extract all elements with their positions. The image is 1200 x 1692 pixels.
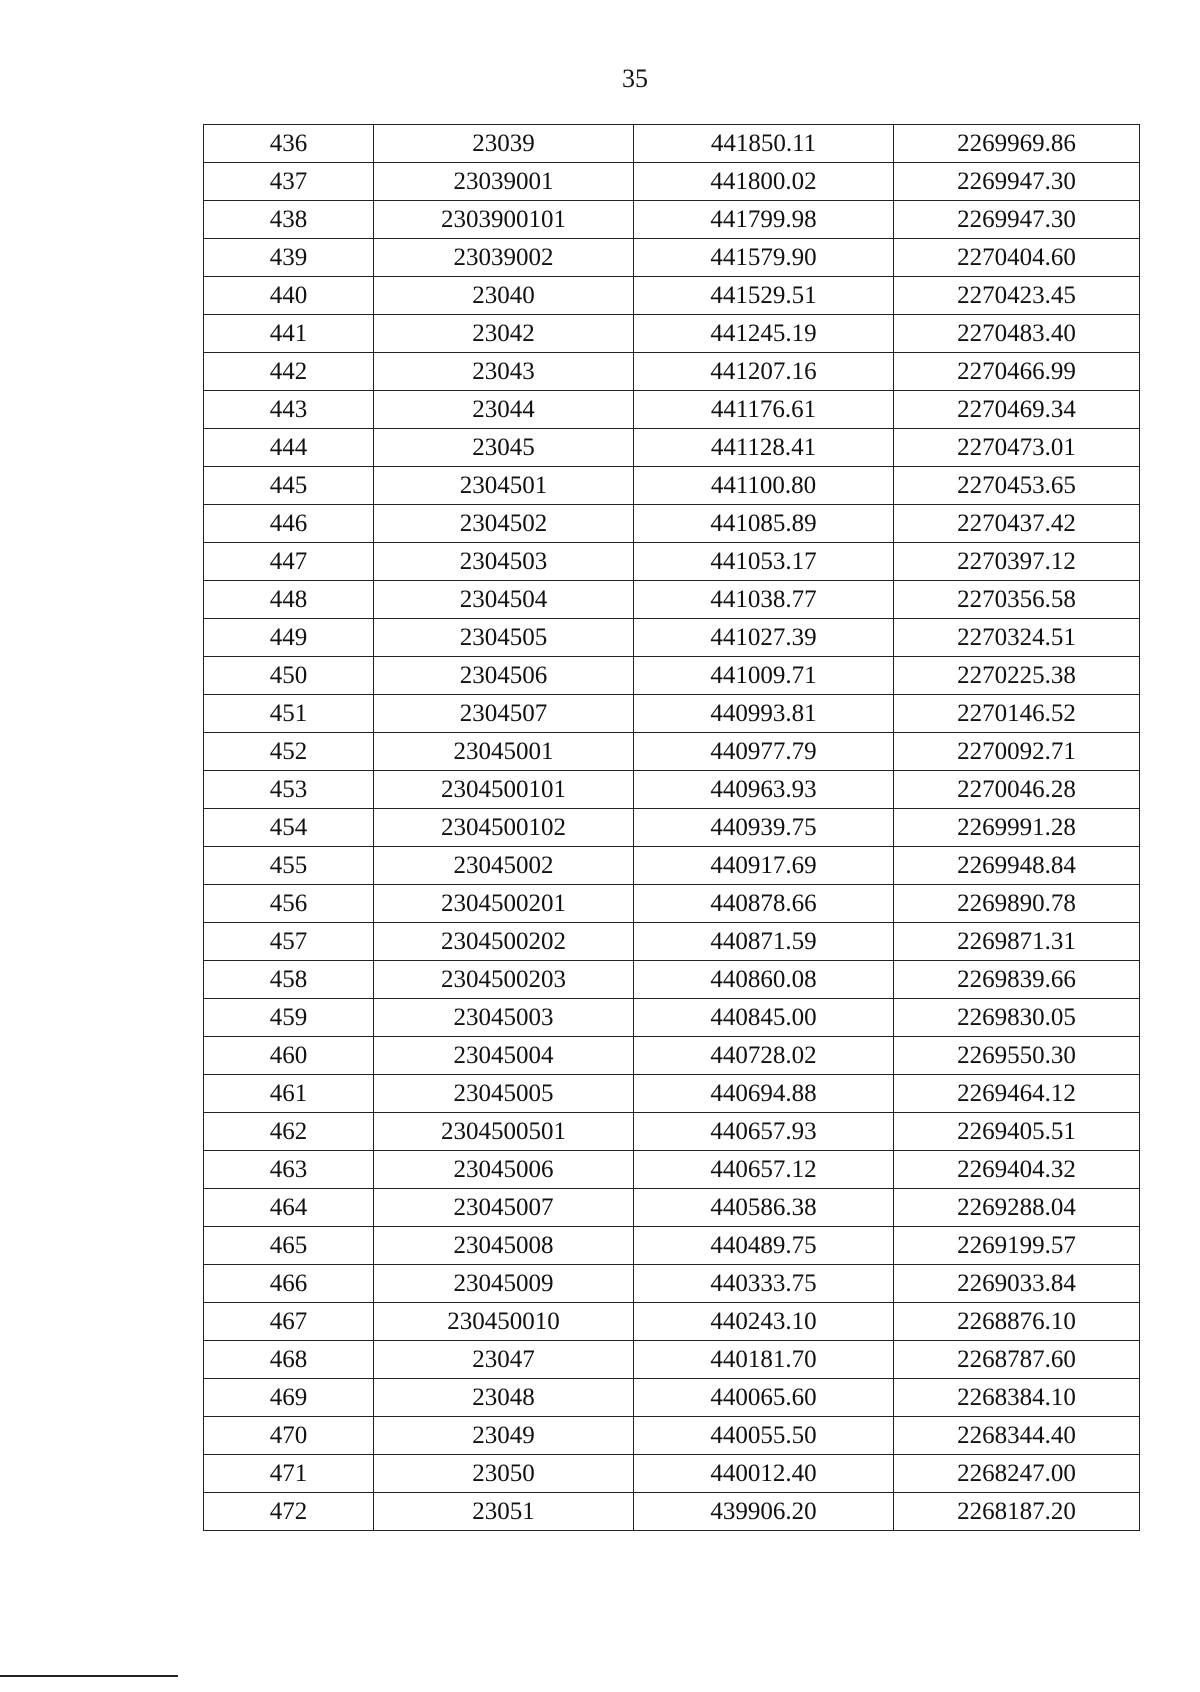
y-coordinate-cell: 2270469.34 xyxy=(894,391,1140,429)
y-coordinate-cell: 2270437.42 xyxy=(894,505,1140,543)
row-number-cell: 451 xyxy=(204,695,374,733)
y-coordinate-cell: 2268187.20 xyxy=(894,1493,1140,1531)
row-number-cell: 457 xyxy=(204,923,374,961)
point-id-cell: 2304505 xyxy=(374,619,634,657)
table-row xyxy=(204,543,1140,581)
point-id-cell: 23039002 xyxy=(374,239,634,277)
y-coordinate-cell: 2270473.01 xyxy=(894,429,1140,467)
x-coordinate-cell: 440993.81 xyxy=(634,695,894,733)
table-row xyxy=(204,315,1140,353)
point-id-cell: 2304504 xyxy=(374,581,634,619)
x-coordinate-cell: 440657.93 xyxy=(634,1113,894,1151)
y-coordinate-cell: 2268344.40 xyxy=(894,1417,1140,1455)
row-number-cell: 439 xyxy=(204,239,374,277)
row-number-cell: 462 xyxy=(204,1113,374,1151)
x-coordinate-cell: 440878.66 xyxy=(634,885,894,923)
row-number-cell: 443 xyxy=(204,391,374,429)
x-coordinate-cell: 441799.98 xyxy=(634,201,894,239)
x-coordinate-cell: 441529.51 xyxy=(634,277,894,315)
y-coordinate-cell: 2269550.30 xyxy=(894,1037,1140,1075)
point-id-cell: 23049 xyxy=(374,1417,634,1455)
x-coordinate-cell: 440860.08 xyxy=(634,961,894,999)
table-row xyxy=(204,467,1140,505)
point-id-cell: 23050 xyxy=(374,1455,634,1493)
y-coordinate-cell: 2269948.84 xyxy=(894,847,1140,885)
y-coordinate-cell: 2270046.28 xyxy=(894,771,1140,809)
x-coordinate-cell: 440489.75 xyxy=(634,1227,894,1265)
y-coordinate-cell: 2268876.10 xyxy=(894,1303,1140,1341)
point-id-cell: 23045 xyxy=(374,429,634,467)
y-coordinate-cell: 2270453.65 xyxy=(894,467,1140,505)
row-number-cell: 472 xyxy=(204,1493,374,1531)
y-coordinate-cell: 2270356.58 xyxy=(894,581,1140,619)
y-coordinate-cell: 2269464.12 xyxy=(894,1075,1140,1113)
point-id-cell: 2304500102 xyxy=(374,809,634,847)
table-row xyxy=(204,163,1140,201)
point-id-cell: 23045007 xyxy=(374,1189,634,1227)
x-coordinate-cell: 440977.79 xyxy=(634,733,894,771)
x-coordinate-cell: 440055.50 xyxy=(634,1417,894,1455)
table-row xyxy=(204,1151,1140,1189)
point-id-cell: 23043 xyxy=(374,353,634,391)
point-id-cell: 2304507 xyxy=(374,695,634,733)
x-coordinate-cell: 440939.75 xyxy=(634,809,894,847)
y-coordinate-cell: 2270146.52 xyxy=(894,695,1140,733)
y-coordinate-cell: 2270483.40 xyxy=(894,315,1140,353)
x-coordinate-cell: 441850.11 xyxy=(634,125,894,163)
y-coordinate-cell: 2269288.04 xyxy=(894,1189,1140,1227)
table-row xyxy=(204,429,1140,467)
y-coordinate-cell: 2269199.57 xyxy=(894,1227,1140,1265)
point-id-cell: 23045006 xyxy=(374,1151,634,1189)
y-coordinate-cell: 2270092.71 xyxy=(894,733,1140,771)
x-coordinate-cell: 441579.90 xyxy=(634,239,894,277)
y-coordinate-cell: 2268247.00 xyxy=(894,1455,1140,1493)
y-coordinate-cell: 2270324.51 xyxy=(894,619,1140,657)
point-id-cell: 23045004 xyxy=(374,1037,634,1075)
row-number-cell: 438 xyxy=(204,201,374,239)
table-row xyxy=(204,885,1140,923)
coordinates-table xyxy=(203,124,1140,1531)
x-coordinate-cell: 441027.39 xyxy=(634,619,894,657)
point-id-cell: 2304500202 xyxy=(374,923,634,961)
row-number-cell: 446 xyxy=(204,505,374,543)
table-row xyxy=(204,1493,1140,1531)
table-row xyxy=(204,581,1140,619)
point-id-cell: 2304501 xyxy=(374,467,634,505)
x-coordinate-cell: 440012.40 xyxy=(634,1455,894,1493)
point-id-cell: 23044 xyxy=(374,391,634,429)
point-id-cell: 230450010 xyxy=(374,1303,634,1341)
x-coordinate-cell: 440845.00 xyxy=(634,999,894,1037)
row-number-cell: 456 xyxy=(204,885,374,923)
point-id-cell: 23048 xyxy=(374,1379,634,1417)
y-coordinate-cell: 2269991.28 xyxy=(894,809,1140,847)
x-coordinate-cell: 440065.60 xyxy=(634,1379,894,1417)
y-coordinate-cell: 2269871.31 xyxy=(894,923,1140,961)
x-coordinate-cell: 441085.89 xyxy=(634,505,894,543)
row-number-cell: 449 xyxy=(204,619,374,657)
table-row xyxy=(204,657,1140,695)
row-number-cell: 467 xyxy=(204,1303,374,1341)
row-number-cell: 455 xyxy=(204,847,374,885)
y-coordinate-cell: 2269839.66 xyxy=(894,961,1140,999)
x-coordinate-cell: 441100.80 xyxy=(634,467,894,505)
x-coordinate-cell: 441800.02 xyxy=(634,163,894,201)
y-coordinate-cell: 2268787.60 xyxy=(894,1341,1140,1379)
y-coordinate-cell: 2269830.05 xyxy=(894,999,1140,1037)
table-row xyxy=(204,619,1140,657)
point-id-cell: 23045009 xyxy=(374,1265,634,1303)
table-row xyxy=(204,353,1140,391)
x-coordinate-cell: 441176.61 xyxy=(634,391,894,429)
row-number-cell: 454 xyxy=(204,809,374,847)
row-number-cell: 440 xyxy=(204,277,374,315)
table-row xyxy=(204,1379,1140,1417)
row-number-cell: 458 xyxy=(204,961,374,999)
table-row xyxy=(204,201,1140,239)
x-coordinate-cell: 441245.19 xyxy=(634,315,894,353)
table-row xyxy=(204,847,1140,885)
point-id-cell: 23045002 xyxy=(374,847,634,885)
table-row xyxy=(204,809,1140,847)
y-coordinate-cell: 2270397.12 xyxy=(894,543,1140,581)
point-id-cell: 23039001 xyxy=(374,163,634,201)
point-id-cell: 23039 xyxy=(374,125,634,163)
y-coordinate-cell: 2269033.84 xyxy=(894,1265,1140,1303)
table-row xyxy=(204,1417,1140,1455)
table-row xyxy=(204,1455,1140,1493)
table-row xyxy=(204,1189,1140,1227)
y-coordinate-cell: 2269947.30 xyxy=(894,201,1140,239)
x-coordinate-cell: 440694.88 xyxy=(634,1075,894,1113)
row-number-cell: 464 xyxy=(204,1189,374,1227)
x-coordinate-cell: 441207.16 xyxy=(634,353,894,391)
x-coordinate-cell: 440871.59 xyxy=(634,923,894,961)
point-id-cell: 2304500201 xyxy=(374,885,634,923)
footnote-rule xyxy=(0,1675,178,1677)
row-number-cell: 461 xyxy=(204,1075,374,1113)
x-coordinate-cell: 439906.20 xyxy=(634,1493,894,1531)
x-coordinate-cell: 440963.93 xyxy=(634,771,894,809)
point-id-cell: 23051 xyxy=(374,1493,634,1531)
point-id-cell: 23045008 xyxy=(374,1227,634,1265)
table-row xyxy=(204,695,1140,733)
table-row xyxy=(204,277,1140,315)
y-coordinate-cell: 2269404.32 xyxy=(894,1151,1140,1189)
row-number-cell: 465 xyxy=(204,1227,374,1265)
y-coordinate-cell: 2269890.78 xyxy=(894,885,1140,923)
row-number-cell: 469 xyxy=(204,1379,374,1417)
table-row xyxy=(204,1227,1140,1265)
row-number-cell: 450 xyxy=(204,657,374,695)
point-id-cell: 2303900101 xyxy=(374,201,634,239)
row-number-cell: 445 xyxy=(204,467,374,505)
page-number: 35 xyxy=(622,64,648,93)
row-number-cell: 460 xyxy=(204,1037,374,1075)
point-id-cell: 23047 xyxy=(374,1341,634,1379)
row-number-cell: 463 xyxy=(204,1151,374,1189)
row-number-cell: 436 xyxy=(204,125,374,163)
table-row xyxy=(204,239,1140,277)
x-coordinate-cell: 441128.41 xyxy=(634,429,894,467)
point-id-cell: 23042 xyxy=(374,315,634,353)
point-id-cell: 23045001 xyxy=(374,733,634,771)
row-number-cell: 466 xyxy=(204,1265,374,1303)
row-number-cell: 447 xyxy=(204,543,374,581)
y-coordinate-cell: 2270225.38 xyxy=(894,657,1140,695)
x-coordinate-cell: 440333.75 xyxy=(634,1265,894,1303)
x-coordinate-cell: 440181.70 xyxy=(634,1341,894,1379)
x-coordinate-cell: 440657.12 xyxy=(634,1151,894,1189)
y-coordinate-cell: 2269947.30 xyxy=(894,163,1140,201)
row-number-cell: 453 xyxy=(204,771,374,809)
x-coordinate-cell: 440586.38 xyxy=(634,1189,894,1227)
y-coordinate-cell: 2269969.86 xyxy=(894,125,1140,163)
table-row xyxy=(204,1341,1140,1379)
y-coordinate-cell: 2270404.60 xyxy=(894,239,1140,277)
table-body xyxy=(204,125,1140,1531)
row-number-cell: 452 xyxy=(204,733,374,771)
y-coordinate-cell: 2268384.10 xyxy=(894,1379,1140,1417)
y-coordinate-cell: 2270466.99 xyxy=(894,353,1140,391)
point-id-cell: 2304503 xyxy=(374,543,634,581)
row-number-cell: 444 xyxy=(204,429,374,467)
row-number-cell: 468 xyxy=(204,1341,374,1379)
table-row xyxy=(204,1037,1140,1075)
row-number-cell: 437 xyxy=(204,163,374,201)
x-coordinate-cell: 440243.10 xyxy=(634,1303,894,1341)
table-row xyxy=(204,923,1140,961)
table-row xyxy=(204,391,1140,429)
point-id-cell: 2304500501 xyxy=(374,1113,634,1151)
row-number-cell: 470 xyxy=(204,1417,374,1455)
point-id-cell: 2304502 xyxy=(374,505,634,543)
point-id-cell: 2304500203 xyxy=(374,961,634,999)
table-row xyxy=(204,733,1140,771)
row-number-cell: 442 xyxy=(204,353,374,391)
table-row xyxy=(204,125,1140,163)
point-id-cell: 23045003 xyxy=(374,999,634,1037)
table-row xyxy=(204,1265,1140,1303)
table-row xyxy=(204,961,1140,999)
x-coordinate-cell: 441038.77 xyxy=(634,581,894,619)
x-coordinate-cell: 441053.17 xyxy=(634,543,894,581)
row-number-cell: 471 xyxy=(204,1455,374,1493)
table-row xyxy=(204,999,1140,1037)
x-coordinate-cell: 440917.69 xyxy=(634,847,894,885)
row-number-cell: 448 xyxy=(204,581,374,619)
table-row xyxy=(204,505,1140,543)
table-row xyxy=(204,1113,1140,1151)
point-id-cell: 23045005 xyxy=(374,1075,634,1113)
table-row xyxy=(204,1303,1140,1341)
point-id-cell: 23040 xyxy=(374,277,634,315)
row-number-cell: 459 xyxy=(204,999,374,1037)
table-row xyxy=(204,771,1140,809)
y-coordinate-cell: 2270423.45 xyxy=(894,277,1140,315)
x-coordinate-cell: 441009.71 xyxy=(634,657,894,695)
point-id-cell: 2304500101 xyxy=(374,771,634,809)
table-row xyxy=(204,1075,1140,1113)
x-coordinate-cell: 440728.02 xyxy=(634,1037,894,1075)
row-number-cell: 441 xyxy=(204,315,374,353)
y-coordinate-cell: 2269405.51 xyxy=(894,1113,1140,1151)
point-id-cell: 2304506 xyxy=(374,657,634,695)
